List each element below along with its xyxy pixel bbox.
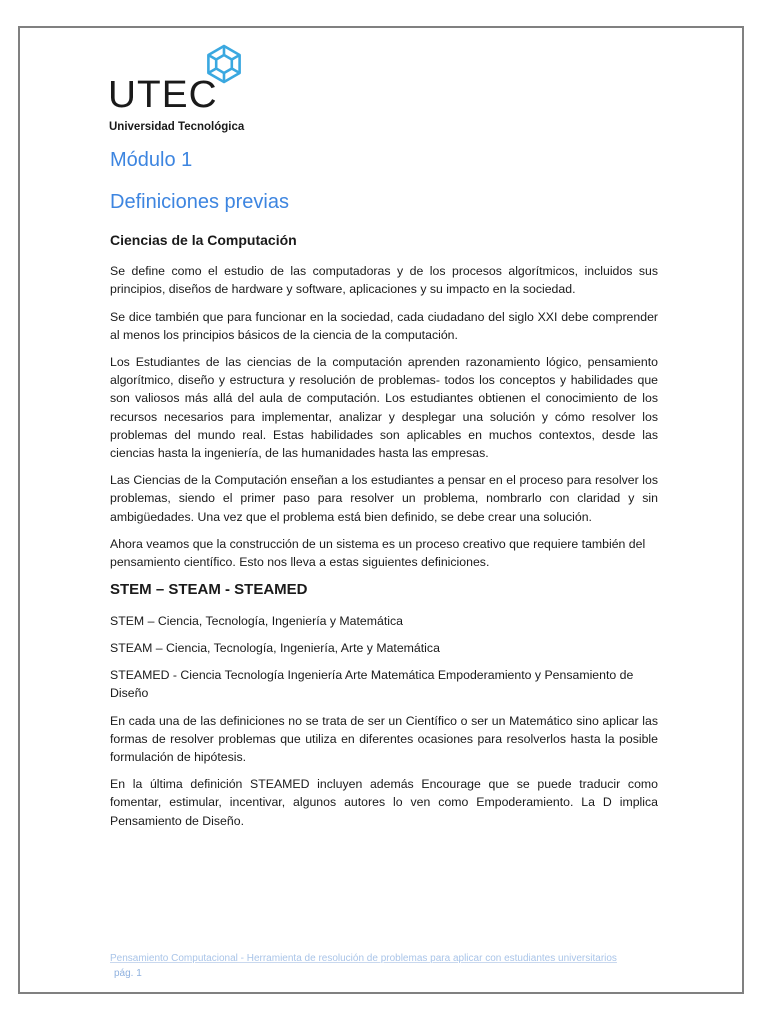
logo-wordmark: UTEC (108, 74, 218, 116)
paragraph: En cada una de las definiciones no se trata de ser un Científico o ser un Matemático sino aplicar las formas de resolver problemas que utiliza en diferentes ocasiones para resolverlos hasta la posible formulación de hipótesis. (110, 713, 658, 764)
utec-logo (108, 44, 248, 136)
paragraph: Ahora veamos que la construcción de un sistema es un proceso creativo que requiere también del pensamiento científico. Esto nos lleva a estas siguientes definiciones. (110, 536, 646, 570)
stem-heading: STEM – STEAM - STEAMED (110, 581, 308, 599)
module-title: Módulo 1 (110, 149, 193, 171)
section-title: Definiciones previas (110, 191, 289, 213)
paragraph: En la última definición STEAMED incluyen además Encourage que se puede traducir como fomentar, estimular, incentivar, algunos autores lo ven como Empoderamiento. La D implica Pensamiento de Diseño. (110, 777, 658, 828)
paragraph: Se dice también que para funcionar en la sociedad, cada ciudadano del siglo XXI debe comprender al menos los principios básicos de la ciencia de la computación. (110, 309, 658, 342)
document-body (110, 148, 658, 839)
paragraph: Las Ciencias de la Computación enseñan a los estudiantes a pensar en el proceso para resolver los problemas, siendo el primer paso para resolver un problema, nombrarlo con claridad y sin ambigüedades. Una vez que el problema está bien definido, se debe crear una solución. (110, 473, 658, 524)
ciencias-heading: Ciencias de la Computación (110, 232, 297, 248)
definition-steamed: STEAMED - Ciencia Tecnología Ingeniería Arte Matemática Empoderamiento y Pensamiento de Diseño (110, 668, 634, 701)
paragraph: Se define como el estudio de las computadoras y de los procesos algorítmicos, incluidos sus principios, diseños de hardware y software, aplicaciones y su impacto en la sociedad. (110, 264, 658, 297)
footer-title: Pensamiento Computacional - Herramienta de resolución de problemas para aplicar con estudiantes universitarios (110, 953, 617, 964)
definition-stem: STEM – Ciencia, Tecnología, Ingeniería y Matemática (110, 613, 403, 628)
paragraph: Los Estudiantes de las ciencias de la computación aprenden razonamiento lógico, pensamiento algorítmico, diseño y estructura y resolución de problemas- todos los conceptos y habilidades que son valiosos más allá del aula de computación. Los estudiantes obtienen el conocimiento de los recursos necesarios para implementar, analizar y desplegar una solución y cómo resolver los problemas del mundo real. Estas habilidades son aplicables en muchos contextos, desde las ciencias hasta la ingeniería, de las humanidades hasta las empresas. (110, 355, 658, 461)
definition-steam: STEAM – Ciencia, Tecnología, Ingeniería, Arte y Matemática (110, 640, 440, 655)
page-footer (110, 952, 670, 980)
page-number: pág. 1 (114, 968, 142, 979)
logo-subtitle: Universidad Tecnológica (109, 121, 245, 133)
